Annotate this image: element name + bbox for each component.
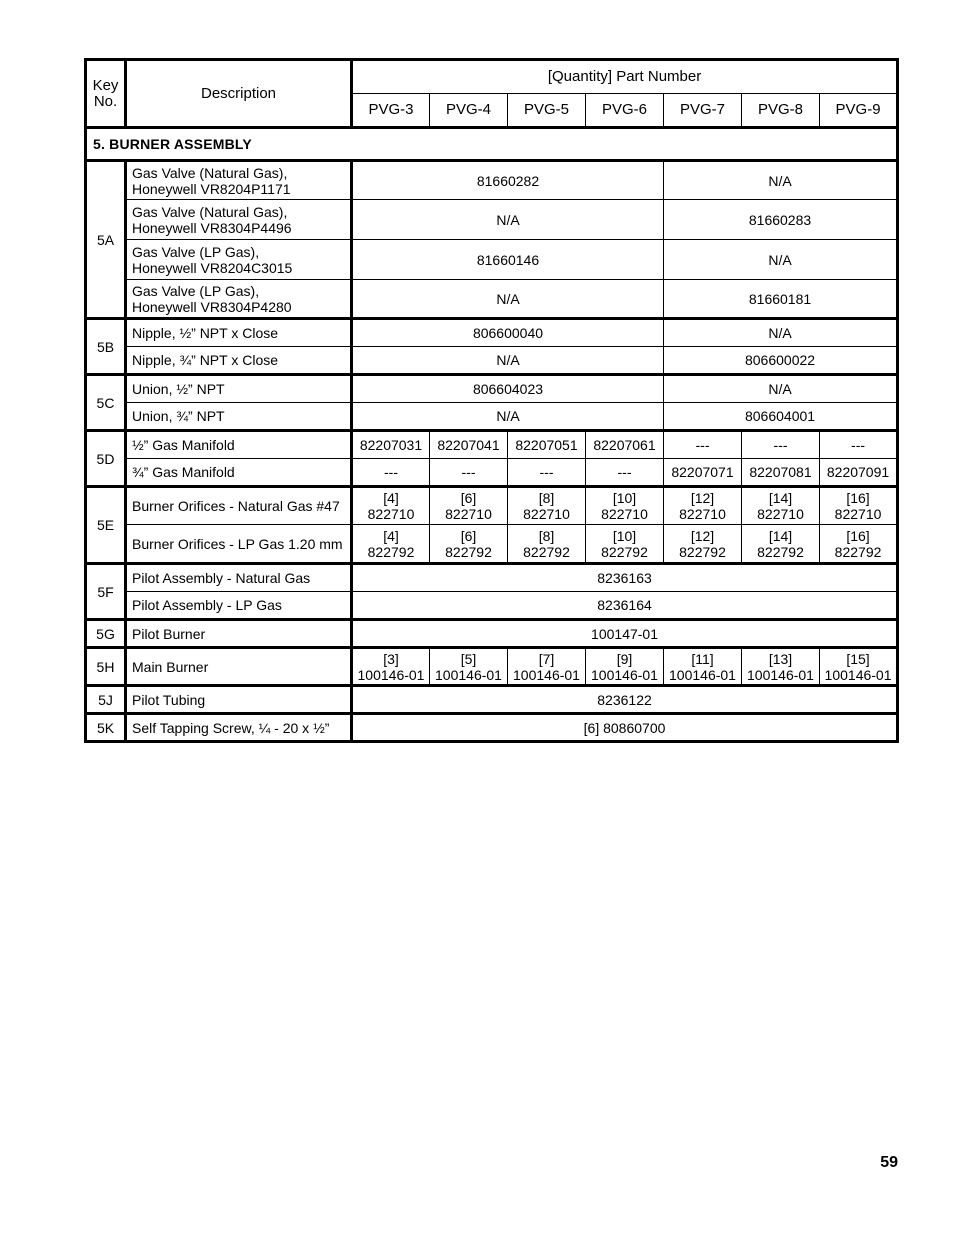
key-cell: 5E <box>86 487 126 564</box>
part-cell: [4] 822710 <box>352 487 430 525</box>
part-cell: 806600040 <box>352 319 664 347</box>
part-cell: --- <box>742 431 820 459</box>
table-row <box>86 620 898 648</box>
part-cell: N/A <box>664 161 898 200</box>
part-cell: --- <box>430 459 508 487</box>
description-cell: Burner Orifices - Natural Gas #47 <box>126 487 352 525</box>
part-cell: [12] 822792 <box>664 525 742 564</box>
description-cell: Union, ½” NPT <box>126 375 352 403</box>
model-header: PVG-8 <box>742 94 820 128</box>
description-cell: Self Tapping Screw, ¼ - 20 x ½” <box>126 714 352 742</box>
part-cell: [6] 822792 <box>430 525 508 564</box>
description-cell: ½” Gas Manifold <box>126 431 352 459</box>
description-cell: Pilot Assembly - Natural Gas <box>126 564 352 592</box>
part-cell: 82207071 <box>664 459 742 487</box>
part-cell: --- <box>664 431 742 459</box>
part-cell: 806600022 <box>664 347 898 375</box>
table-row <box>86 592 898 620</box>
part-cell: 81660181 <box>664 280 898 319</box>
part-cell: 82207081 <box>742 459 820 487</box>
model-header: PVG-5 <box>508 94 586 128</box>
model-header: PVG-7 <box>664 94 742 128</box>
model-header: PVG-9 <box>820 94 898 128</box>
part-cell: 82207061 <box>586 431 664 459</box>
description-cell: Nipple, ½” NPT x Close <box>126 319 352 347</box>
description-cell: Pilot Burner <box>126 620 352 648</box>
table-row <box>86 714 898 742</box>
part-cell: --- <box>586 459 664 487</box>
table-row <box>86 280 898 319</box>
part-cell: [13] 100146-01 <box>742 648 820 686</box>
key-cell: 5D <box>86 431 126 487</box>
part-cell: 8236164 <box>352 592 898 620</box>
table-row <box>86 686 898 714</box>
table-row <box>86 431 898 459</box>
section-title: 5. BURNER ASSEMBLY <box>86 128 898 161</box>
description-cell: Pilot Assembly - LP Gas <box>126 592 352 620</box>
part-cell: N/A <box>352 280 664 319</box>
table-row <box>86 459 898 487</box>
part-cell: [5] 100146-01 <box>430 648 508 686</box>
part-cell: [10] 822792 <box>586 525 664 564</box>
key-no-header: Key No. <box>86 60 126 128</box>
description-cell: Nipple, ¾” NPT x Close <box>126 347 352 375</box>
key-cell: 5F <box>86 564 126 620</box>
description-cell: Gas Valve (LP Gas), Honeywell VR8204C3015 <box>126 240 352 280</box>
part-cell: N/A <box>664 375 898 403</box>
quantity-part-number-header: [Quantity] Part Number <box>352 60 898 94</box>
part-cell: 81660283 <box>664 200 898 240</box>
table-row <box>86 347 898 375</box>
part-cell: 8236163 <box>352 564 898 592</box>
part-cell: N/A <box>352 347 664 375</box>
key-cell: 5B <box>86 319 126 375</box>
table-row <box>86 403 898 431</box>
part-cell: --- <box>508 459 586 487</box>
part-cell: 82207031 <box>352 431 430 459</box>
part-cell: 81660146 <box>352 240 664 280</box>
part-cell: 100147-01 <box>352 620 898 648</box>
part-cell: 81660282 <box>352 161 664 200</box>
part-cell: --- <box>352 459 430 487</box>
description-cell: Burner Orifices - LP Gas 1.20 mm <box>126 525 352 564</box>
key-cell: 5K <box>86 714 126 742</box>
table-row <box>86 525 898 564</box>
page-number: 59 <box>880 1154 898 1171</box>
table-row <box>86 319 898 347</box>
description-cell: Main Burner <box>126 648 352 686</box>
description-header: Description <box>126 60 352 128</box>
part-cell: --- <box>820 431 898 459</box>
part-cell: N/A <box>664 319 898 347</box>
part-cell: [16] 822710 <box>820 487 898 525</box>
description-cell: Pilot Tubing <box>126 686 352 714</box>
part-cell: [14] 822792 <box>742 525 820 564</box>
table-row <box>86 161 898 200</box>
part-cell: [15] 100146-01 <box>820 648 898 686</box>
model-header: PVG-6 <box>586 94 664 128</box>
key-cell: 5C <box>86 375 126 431</box>
part-cell: [7] 100146-01 <box>508 648 586 686</box>
description-cell: Gas Valve (LP Gas), Honeywell VR8304P4280 <box>126 280 352 319</box>
part-cell: 82207041 <box>430 431 508 459</box>
part-cell: [6] 822710 <box>430 487 508 525</box>
key-cell: 5A <box>86 161 126 319</box>
part-cell: [16] 822792 <box>820 525 898 564</box>
parts-table <box>84 58 899 743</box>
part-cell: 82207091 <box>820 459 898 487</box>
part-cell: [3] 100146-01 <box>352 648 430 686</box>
part-cell: [4] 822792 <box>352 525 430 564</box>
table-row <box>86 564 898 592</box>
part-cell: [8] 822792 <box>508 525 586 564</box>
part-cell: [6] 80860700 <box>352 714 898 742</box>
part-cell: N/A <box>664 240 898 280</box>
part-cell: [12] 822710 <box>664 487 742 525</box>
section-row <box>86 128 898 161</box>
part-cell: N/A <box>352 200 664 240</box>
part-cell: N/A <box>352 403 664 431</box>
table-row <box>86 375 898 403</box>
part-cell: 82207051 <box>508 431 586 459</box>
header-row <box>86 60 898 94</box>
part-cell: [14] 822710 <box>742 487 820 525</box>
model-header: PVG-4 <box>430 94 508 128</box>
description-cell: ¾” Gas Manifold <box>126 459 352 487</box>
table-row <box>86 487 898 525</box>
key-cell: 5J <box>86 686 126 714</box>
part-cell: [10] 822710 <box>586 487 664 525</box>
description-cell: Gas Valve (Natural Gas), Honeywell VR8304P4496 <box>126 200 352 240</box>
table-row <box>86 240 898 280</box>
description-cell: Union, ¾” NPT <box>126 403 352 431</box>
key-cell: 5H <box>86 648 126 686</box>
part-cell: 806604001 <box>664 403 898 431</box>
part-cell: [9] 100146-01 <box>586 648 664 686</box>
model-header: PVG-3 <box>352 94 430 128</box>
description-cell: Gas Valve (Natural Gas), Honeywell VR8204P1171 <box>126 161 352 200</box>
table-row <box>86 200 898 240</box>
table-row <box>86 648 898 686</box>
key-cell: 5G <box>86 620 126 648</box>
part-cell: 8236122 <box>352 686 898 714</box>
part-cell: [8] 822710 <box>508 487 586 525</box>
part-cell: 806604023 <box>352 375 664 403</box>
part-cell: [11] 100146-01 <box>664 648 742 686</box>
